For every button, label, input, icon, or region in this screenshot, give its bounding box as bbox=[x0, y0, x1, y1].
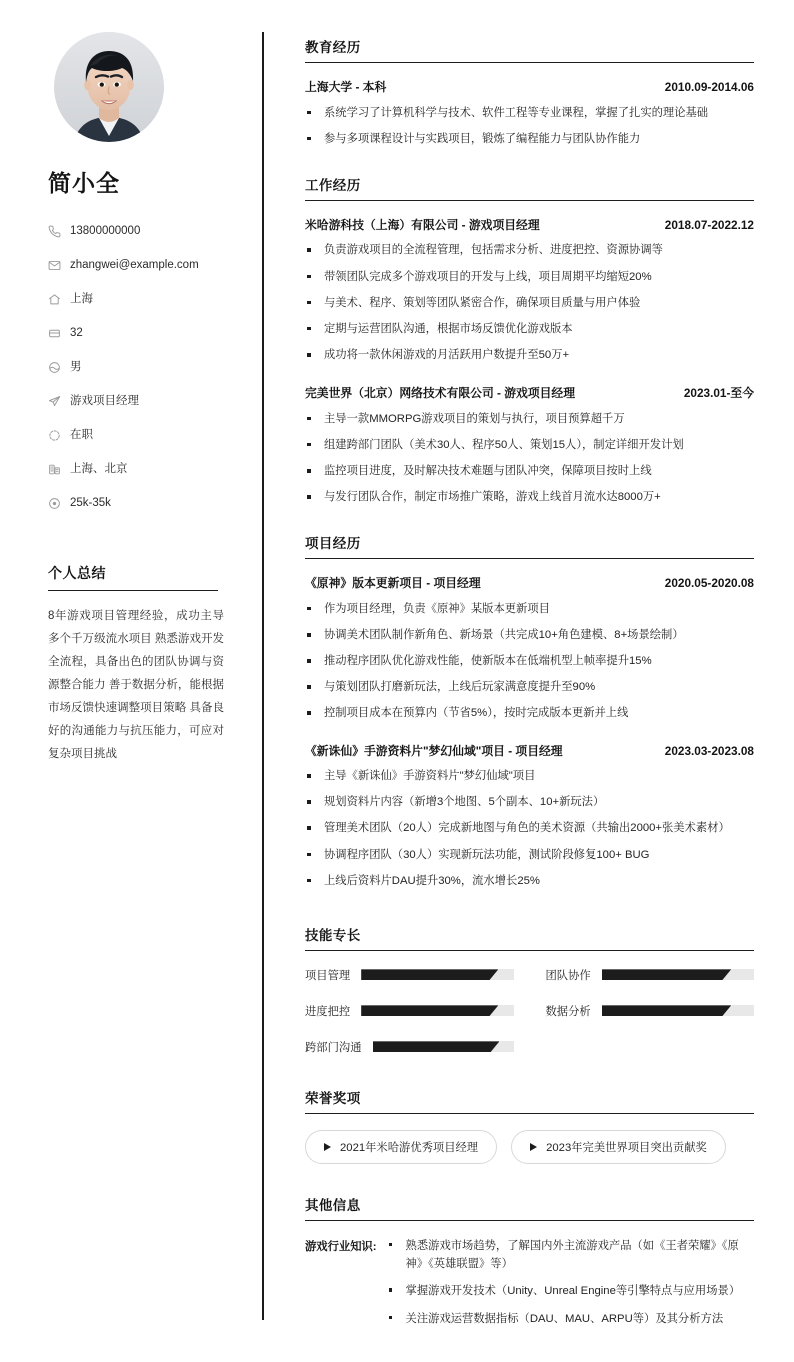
entry-date: 2023.03-2023.08 bbox=[664, 743, 754, 758]
vertical-divider bbox=[262, 32, 264, 1320]
other-info-label: 游戏行业知识: bbox=[305, 1240, 377, 1253]
contact-value: 上海、北京 bbox=[70, 463, 128, 476]
entry-header bbox=[305, 743, 754, 760]
contact-item-age bbox=[48, 320, 233, 347]
skills-grid bbox=[305, 967, 754, 1055]
project-entry bbox=[305, 575, 754, 722]
paper-plane-icon bbox=[48, 395, 61, 408]
skill-label: 项目管理 bbox=[305, 969, 351, 982]
skill-row bbox=[305, 967, 514, 983]
skill-label: 数据分析 bbox=[545, 1005, 591, 1018]
skill-row bbox=[546, 967, 755, 983]
list-item: 控制项目成本在预算内（节省5%），按时完成版本更新并上线 bbox=[305, 705, 754, 722]
contact-value: zhangwei@example.com bbox=[70, 259, 199, 272]
work-entry bbox=[305, 217, 754, 364]
list-item: 推动程序团队优化游戏性能，使新版本在低端机型上帧率提升15% bbox=[305, 653, 754, 670]
section-other-info bbox=[305, 1194, 754, 1328]
id-card-icon bbox=[48, 327, 61, 340]
triangle-right-icon bbox=[530, 1143, 537, 1151]
building-icon bbox=[48, 463, 61, 476]
list-item: 成功将一款休闲游戏的月活跃用户数提升至50万+ bbox=[305, 347, 754, 364]
contact-item-status bbox=[48, 422, 233, 449]
list-item: 与发行团队合作，制定市场推广策略，游戏上线首月流水达8000万+ bbox=[305, 489, 754, 506]
list-item: 系统学习了计算机科学与技术、软件工程等专业课程，掌握了扎实的理论基础 bbox=[305, 105, 754, 122]
contact-value: 32 bbox=[70, 327, 83, 340]
summary-heading: 个人总结 bbox=[48, 563, 218, 591]
awards-list bbox=[305, 1130, 754, 1164]
entry-date: 2010.09-2014.06 bbox=[664, 80, 754, 94]
gender-icon bbox=[48, 361, 61, 374]
entry-bullets bbox=[305, 768, 754, 890]
list-item: 协调美术团队制作新角色、新场景（共完成10+角色建模、8+场景绘制） bbox=[305, 627, 754, 644]
project-entry bbox=[305, 743, 754, 890]
list-item: 规划资料片内容（新增3个地图、5个副本、10+新玩法） bbox=[305, 794, 754, 811]
contact-item-email bbox=[48, 252, 233, 279]
entry-date: 2023.01-至今 bbox=[683, 386, 754, 401]
skill-bar-fill bbox=[602, 969, 731, 980]
section-heading-awards: 荣誉奖项 bbox=[305, 1087, 754, 1114]
refresh-icon bbox=[48, 429, 61, 442]
avatar bbox=[54, 32, 164, 142]
section-skills bbox=[305, 924, 754, 1055]
entry-date: 2020.05-2020.08 bbox=[664, 576, 754, 591]
skill-label: 进度把控 bbox=[305, 1005, 351, 1018]
summary-section bbox=[48, 563, 233, 766]
contact-item-phone bbox=[48, 218, 233, 245]
section-awards bbox=[305, 1087, 754, 1164]
contact-value: 13800000000 bbox=[70, 225, 141, 238]
contact-item-gender bbox=[48, 354, 233, 381]
contact-item-position bbox=[48, 388, 233, 415]
skill-label: 团队协作 bbox=[545, 969, 591, 982]
section-heading-projects: 项目经历 bbox=[305, 532, 754, 559]
entry-title: 完美世界（北京）网络技术有限公司 - 游戏项目经理 bbox=[305, 386, 576, 401]
entry-bullets bbox=[305, 105, 754, 148]
section-heading-skills: 技能专长 bbox=[305, 924, 754, 951]
entry-title: 《原神》版本更新项目 - 项目经理 bbox=[305, 576, 481, 591]
other-info-list bbox=[387, 1237, 754, 1328]
entry-header bbox=[305, 217, 754, 234]
skill-row bbox=[546, 1003, 755, 1019]
other-info-row bbox=[305, 1237, 754, 1328]
entry-title: 《新诛仙》手游资料片"梦幻仙域"项目 - 项目经理 bbox=[305, 743, 563, 758]
entry-date: 2018.07-2022.12 bbox=[664, 217, 754, 232]
skill-bar-track bbox=[602, 1005, 754, 1016]
award-label: 2023年完美世界项目突出贡献奖 bbox=[546, 1141, 707, 1154]
skill-bar-fill bbox=[361, 969, 498, 980]
section-heading-work: 工作经历 bbox=[305, 174, 754, 201]
section-work bbox=[305, 174, 754, 506]
skill-bar-fill bbox=[361, 1005, 498, 1016]
list-item: 参与多项课程设计与实践项目，锻炼了编程能力与团队协作能力 bbox=[305, 131, 754, 148]
list-item: 负责游戏项目的全流程管理，包括需求分析、进度把控、资源协调等 bbox=[305, 242, 754, 259]
contact-value: 上海 bbox=[70, 293, 93, 306]
award-pill[interactable] bbox=[511, 1130, 726, 1164]
contact-value: 在职 bbox=[70, 429, 93, 442]
skill-bar-track bbox=[602, 969, 754, 980]
phone-icon bbox=[48, 225, 61, 238]
main-content bbox=[263, 0, 794, 1362]
summary-text: 8年游戏项目管理经验，成功主导多个千万级流水项目 熟悉游戏开发全流程，具备出色的团队协调与资源整合能力 善于数据分析，能根据市场反馈快速调整项目策略 具备良好的沟通能力与抗压能力，可应对复杂项目挑战 bbox=[48, 609, 224, 760]
contact-item-salary bbox=[48, 490, 233, 517]
list-item: 主导一款MMORPG游戏项目的策划与执行，项目预算超千万 bbox=[305, 411, 754, 428]
skill-label: 跨部门沟通 bbox=[305, 1041, 362, 1054]
list-item: 关注游戏运营数据指标（DAU、MAU、ARPU等）及其分析方法 bbox=[387, 1310, 754, 1328]
sidebar bbox=[0, 0, 263, 806]
list-item: 掌握游戏开发技术（Unity、Unreal Engine等引擎特点与应用场景） bbox=[387, 1282, 754, 1300]
contact-item-location bbox=[48, 286, 233, 313]
list-item: 协调程序团队（30人）实现新玩法功能，测试阶段修复100+ BUG bbox=[305, 847, 754, 864]
section-heading-education: 教育经历 bbox=[305, 36, 754, 63]
entry-title: 米哈游科技（上海）有限公司 - 游戏项目经理 bbox=[305, 217, 540, 232]
list-item: 上线后资料片DAU提升30%，流水增长25% bbox=[305, 873, 754, 890]
list-item: 定期与运营团队沟通，根据市场反馈优化游戏版本 bbox=[305, 321, 754, 338]
contact-item-cities bbox=[48, 456, 233, 483]
list-item: 熟悉游戏市场趋势，了解国内外主流游戏产品（如《王者荣耀》《原神》《英雄联盟》等） bbox=[387, 1237, 754, 1274]
entry-header bbox=[305, 575, 754, 592]
entry-title: 上海大学 - 本科 bbox=[305, 80, 387, 94]
skill-bar-fill bbox=[373, 1041, 500, 1052]
triangle-right-icon bbox=[324, 1143, 331, 1151]
award-label: 2021年米哈游优秀项目经理 bbox=[340, 1141, 479, 1154]
section-education bbox=[305, 36, 754, 148]
work-entry bbox=[305, 384, 754, 506]
home-icon bbox=[48, 293, 61, 306]
portrait-photo-icon bbox=[54, 32, 164, 142]
skill-bar-track bbox=[361, 1005, 513, 1016]
contact-value: 25k-35k bbox=[70, 497, 111, 510]
skill-bar-fill bbox=[602, 1005, 731, 1016]
entry-bullets bbox=[305, 242, 754, 364]
list-item: 管理美术团队（20人）完成新地图与角色的美术资源（共输出2000+张美术素材） bbox=[305, 820, 754, 837]
contact-value: 男 bbox=[70, 361, 82, 374]
skill-row bbox=[305, 1003, 514, 1019]
entry-header bbox=[305, 79, 754, 96]
section-projects bbox=[305, 532, 754, 890]
list-item: 与策划团队打磨新玩法，上线后玩家满意度提升至90% bbox=[305, 679, 754, 696]
list-item: 监控项目进度，及时解决技术难题与团队冲突，保障项目按时上线 bbox=[305, 463, 754, 480]
list-item: 与美术、程序、策划等团队紧密合作，确保项目质量与用户体验 bbox=[305, 295, 754, 312]
contact-value: 游戏项目经理 bbox=[70, 395, 139, 408]
skill-row bbox=[305, 1039, 514, 1055]
section-heading-other-info: 其他信息 bbox=[305, 1194, 754, 1221]
envelope-icon bbox=[48, 259, 61, 272]
page-title: 简小全 bbox=[48, 170, 120, 196]
list-item: 作为项目经理，负责《原神》某版本更新项目 bbox=[305, 601, 754, 618]
list-item: 主导《新诛仙》手游资料片"梦幻仙域"项目 bbox=[305, 768, 754, 785]
skill-bar-track bbox=[373, 1041, 514, 1052]
skill-bar-track bbox=[361, 969, 513, 980]
entry-bullets bbox=[305, 411, 754, 507]
target-icon bbox=[48, 497, 61, 510]
award-pill[interactable] bbox=[305, 1130, 497, 1164]
list-item: 带领团队完成多个游戏项目的开发与上线，项目周期平均缩短20% bbox=[305, 269, 754, 286]
contact-list bbox=[48, 218, 233, 517]
list-item: 组建跨部门团队（美术30人、程序50人、策划15人），制定详细开发计划 bbox=[305, 437, 754, 454]
entry-bullets bbox=[305, 601, 754, 723]
entry-header bbox=[305, 384, 754, 402]
education-entry bbox=[305, 79, 754, 148]
